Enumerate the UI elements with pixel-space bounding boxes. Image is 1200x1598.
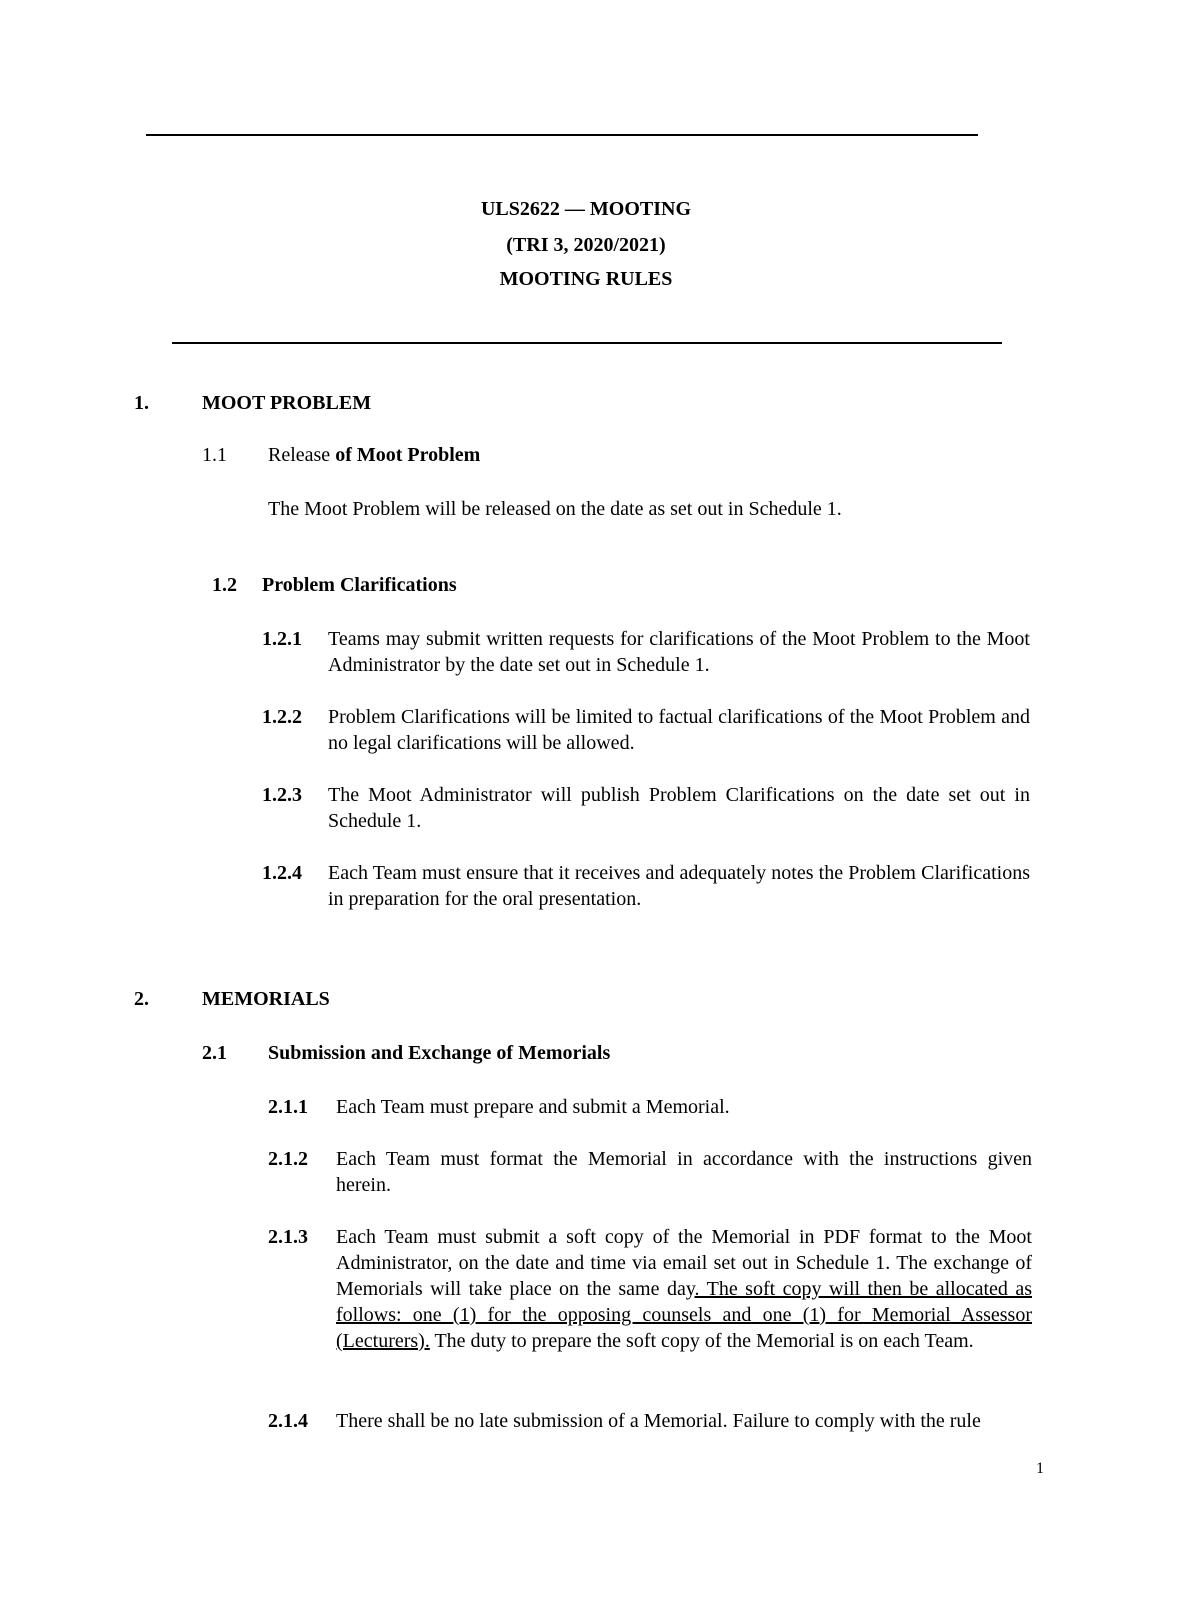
clause-1-2-2-number: 1.2.2	[262, 706, 302, 728]
subsection-1-1-text: The Moot Problem will be released on the date as set out in Schedule 1.	[268, 498, 842, 520]
subsection-1-2-heading: Problem Clarifications	[262, 574, 457, 596]
subsection-1-1-number: 1.1	[202, 444, 227, 466]
clause-2-1-1-text: Each Team must prepare and submit a Memorial.	[336, 1096, 730, 1118]
section-2-number: 2.	[134, 988, 149, 1010]
clause-2-1-4-number: 2.1.4	[268, 1410, 308, 1432]
clause-2-1-3-text-b: The duty to prepare the soft copy of the Memorial is on each Team.	[429, 1330, 974, 1352]
header-top-rule	[146, 134, 978, 136]
clause-1-2-1-number: 1.2.1	[262, 628, 302, 650]
course-title: ULS2622 — MOOTING	[480, 198, 692, 220]
clause-2-1-3-text	[336, 1224, 1032, 1354]
clause-1-2-4-text: Each Team must ensure that it receives and adequately notes the Problem Clarifications in preparation for the oral presentation.	[328, 862, 1030, 910]
subsection-1-2-number: 1.2	[212, 574, 237, 596]
subsection-1-1-heading-bold: of Moot Problem	[335, 444, 481, 466]
section-2-heading: MEMORIALS	[202, 988, 330, 1010]
section-1-heading: MOOT PROBLEM	[202, 392, 372, 414]
clause-2-1-2-text: Each Team must format the Memorial in accordance with the instructions given herein.	[336, 1148, 1032, 1196]
clause-1-2-4-number: 1.2.4	[262, 862, 302, 884]
clause-2-1-4-text: There shall be no late submission of a Memorial. Failure to comply with the rule	[336, 1410, 981, 1432]
clause-1-2-3-text: The Moot Administrator will publish Problem Clarifications on the date set out in Schedule 1.	[328, 784, 1030, 832]
subsection-2-1-heading: Submission and Exchange of Memorials	[268, 1042, 611, 1064]
section-1-number: 1.	[134, 392, 149, 414]
subsection-1-1-heading-plain: Release	[268, 444, 336, 466]
document-title: MOOTING RULES	[499, 268, 673, 290]
clause-2-1-3-text-a: Each Team must submit a soft copy of the Memorial in PDF format to the Moot Administrator, on the date and time via email set out in Schedule 1. The exchange of Memorials will take place on the same day	[336, 1226, 1032, 1300]
clause-2-1-2-number: 2.1.2	[268, 1148, 308, 1170]
clause-2-1-1-number: 2.1.1	[268, 1096, 308, 1118]
subsection-1-1-heading	[268, 444, 480, 467]
clause-2-1-3-text-underlined: . The soft copy will then be allocated as follows: one (1) for the opposing counsels and one (1) for Memorial Assessor (Lecturers).	[336, 1278, 1033, 1352]
clause-1-2-2-text: Problem Clarifications will be limited to factual clarifications of the Moot Problem and no legal clarifications will be allowed.	[328, 706, 1030, 754]
subsection-2-1-number: 2.1	[202, 1042, 227, 1064]
clause-1-2-1-text: Teams may submit written requests for clarifications of the Moot Problem to the Moot Administrator by the date set out in Schedule 1.	[328, 628, 1030, 676]
page-number: 1	[1036, 1460, 1044, 1477]
term-title: (TRI 3, 2020/2021)	[506, 234, 666, 256]
header-bottom-rule	[172, 342, 1002, 344]
clause-1-2-3-number: 1.2.3	[262, 784, 302, 806]
clause-2-1-3-number: 2.1.3	[268, 1226, 308, 1248]
